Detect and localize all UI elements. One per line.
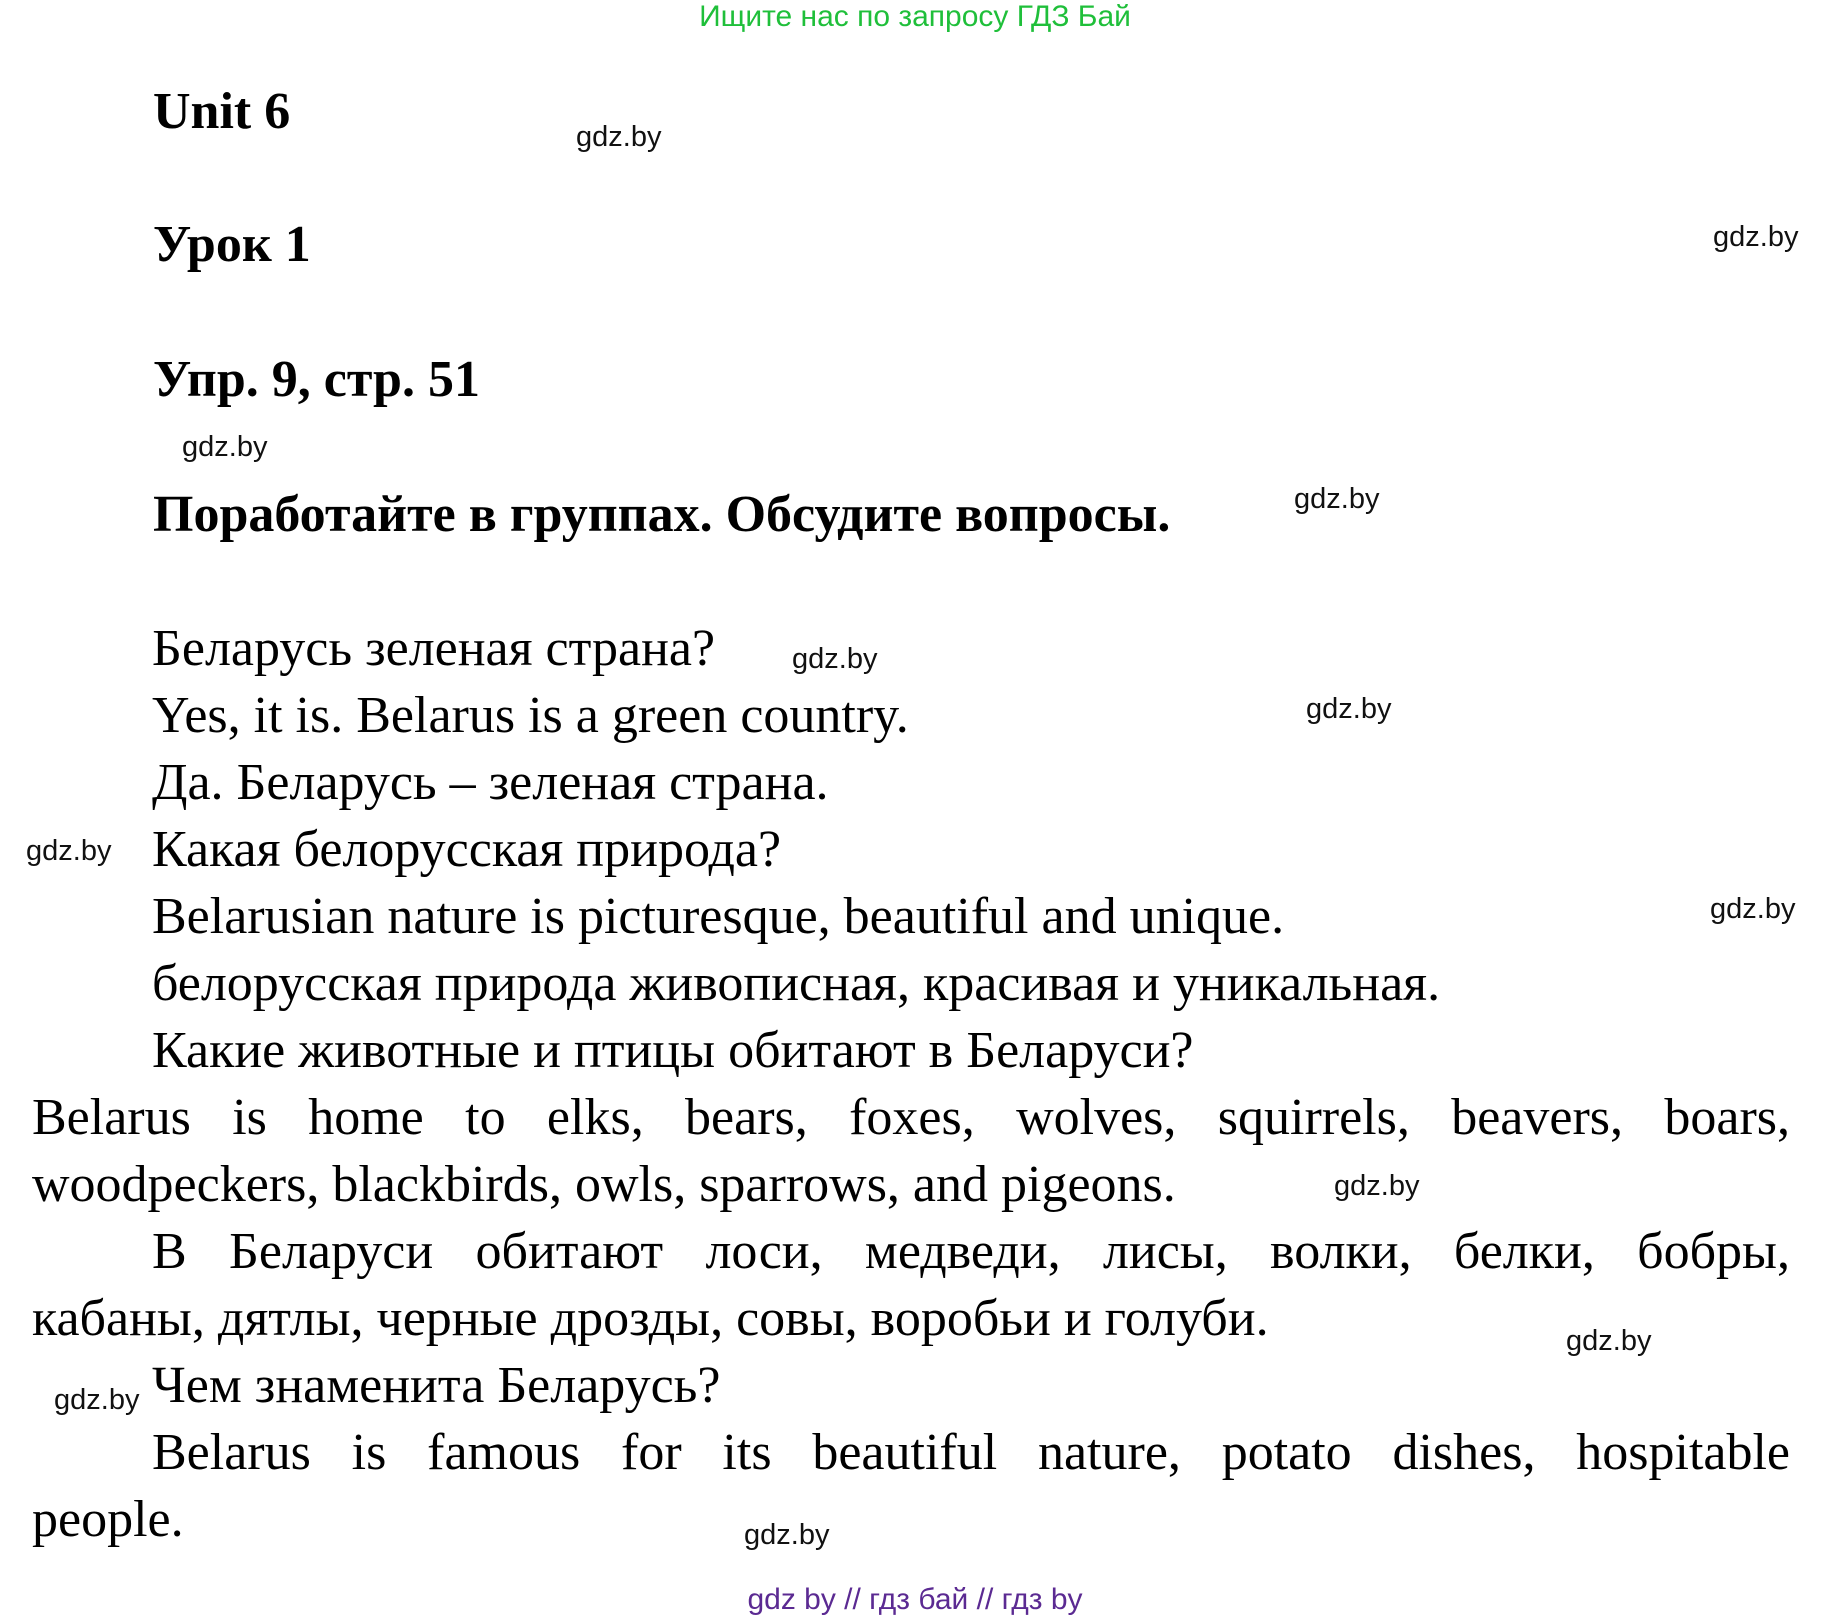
footer-links: gdz by // гдз бай // гдз by [747, 1583, 1083, 1616]
unit-title: Unit 6 [153, 83, 291, 140]
question-3: Какие животные и птицы обитают в Беларуси? [152, 1022, 1194, 1079]
answer-3-en-line-1: Belarus is home to elks, bears, foxes, wolves, squirrels, beavers, boars, [32, 1089, 1790, 1146]
answer-2-en: Belarusian nature is picturesque, beautiful and unique. [152, 888, 1285, 945]
promo-banner: Ищите нас по запросу ГДЗ Бай [699, 0, 1131, 33]
answer-1-ru: Да. Беларусь – зеленая страна. [152, 754, 829, 811]
answer-4-en-line-1: Belarus is famous for its beautiful nature, potato dishes, hospitable [152, 1424, 1790, 1481]
watermark: gdz.by [576, 121, 662, 153]
question-1: Беларусь зеленая страна? [152, 620, 716, 677]
answer-1-en: Yes, it is. Belarus is a green country. [152, 687, 909, 744]
watermark: gdz.by [1713, 221, 1799, 253]
watermark: gdz.by [26, 835, 112, 867]
answer-4-en-line-2: people. [32, 1491, 184, 1548]
answer-3-en-line-2: woodpeckers, blackbirds, owls, sparrows, and pigeons. [32, 1156, 1176, 1213]
watermark: gdz.by [744, 1519, 830, 1551]
answer-3-ru-line-1: В Беларуси обитают лоси, медведи, лисы, волки, белки, бобры, [152, 1223, 1790, 1280]
watermark: gdz.by [54, 1384, 140, 1416]
question-4: Чем знаменита Беларусь? [152, 1357, 721, 1414]
answer-2-ru: белорусская природа живописная, красивая и уникальная. [152, 955, 1441, 1012]
question-2: Какая белорусская природа? [152, 821, 782, 878]
watermark: gdz.by [1710, 893, 1796, 925]
watermark: gdz.by [792, 643, 878, 675]
watermark: gdz.by [1294, 483, 1380, 515]
task-instruction: Поработайте в группах. Обсудите вопросы. [153, 486, 1171, 543]
watermark: gdz.by [1306, 693, 1392, 725]
answer-3-ru-line-2: кабаны, дятлы, черные дрозды, совы, воробьи и голуби. [32, 1290, 1269, 1347]
exercise-title: Упр. 9, стр. 51 [153, 351, 480, 408]
lesson-title: Урок 1 [153, 216, 311, 273]
watermark: gdz.by [1334, 1170, 1420, 1202]
watermark: gdz.by [1566, 1325, 1652, 1357]
watermark: gdz.by [182, 431, 268, 463]
